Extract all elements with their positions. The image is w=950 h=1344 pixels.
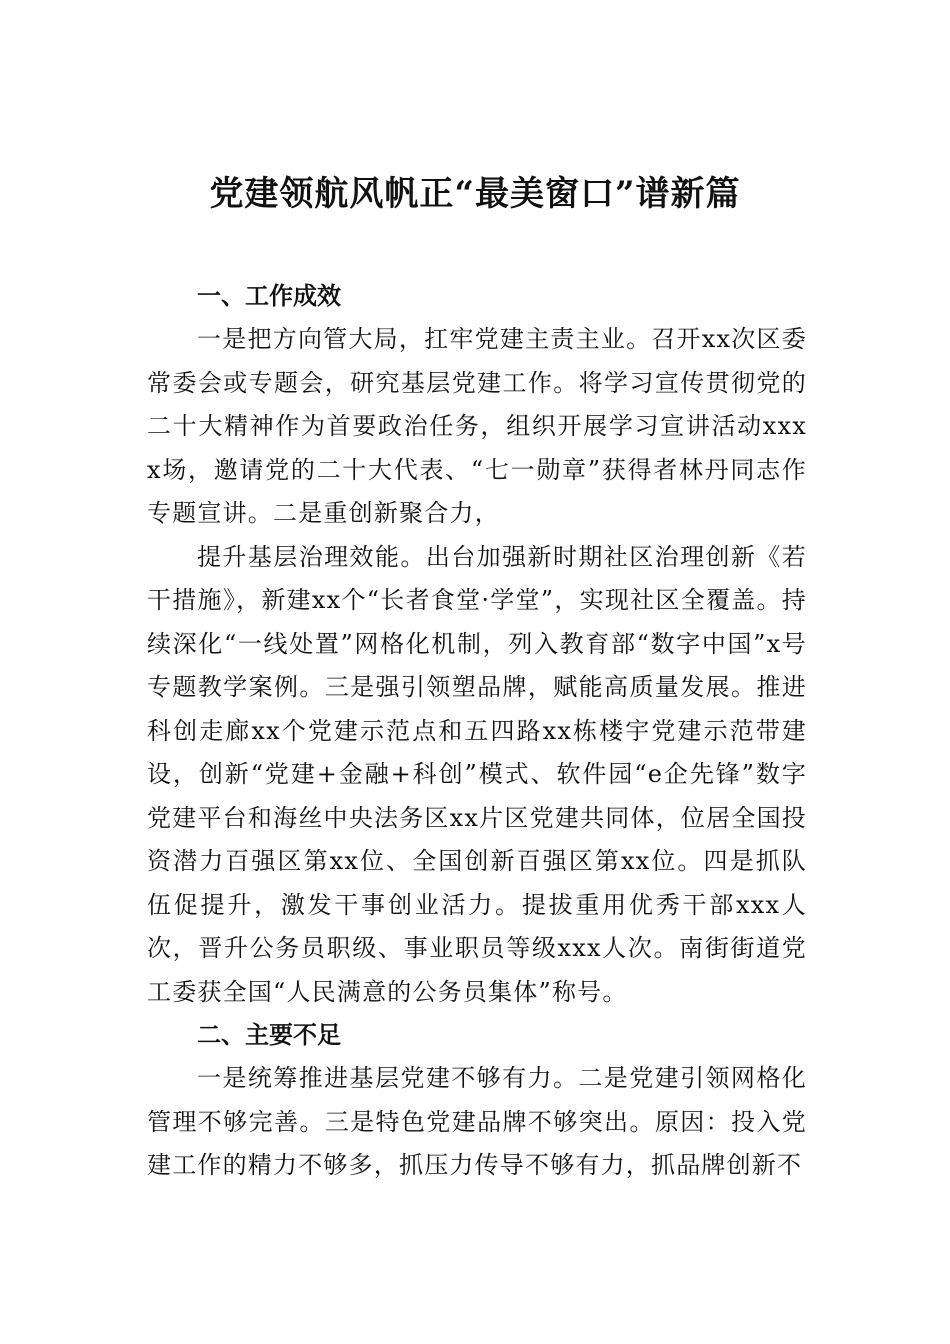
- section-heading-shortcomings: 二、主要不足: [197, 1021, 341, 1049]
- paragraph: 提升基层治理效能。出台加强新时期社区治理创新《若干措施》，新建xx个“长者食堂·学堂”，实现社区全覆盖。持续深化“一线处置”网格化机制，列入教育部“数字中国”x号专题教学案例。三是强引领塑品牌，赋能高质量发展。推进科创走廊xx个党建示范点和五四路xx栋楼宇党建示范带建设，创新“党建+金融+科创”模式、软件园“e企先锋”数字党建平台和海丝中央法务区xx片区党建共同体，位居全国投资潜力百强区第xx位、全国创新百强区第xx位。四是抓队伍促提升，激发干事创业活力。提拔重用优秀干部xxx人次，晋升公务员职级、事业职员等级xxx人次。南街街道党工委获全国“人民满意的公务员集体”称号。: [147, 542, 807, 1006]
- section-heading-achievements: 一、工作成效: [197, 282, 341, 310]
- document-body: [147, 275, 807, 1188]
- paragraph: 一是统筹推进基层党建不够有力。二是党建引领网格化管理不够完善。三是特色党建品牌不够突出。原因：投入党建工作的精力不够多，抓压力传导不够有力，抓品牌创新不: [147, 1064, 807, 1179]
- paragraph: 一是把方向管大局，扛牢党建主责主业。召开xx次区委常委会或专题会，研究基层党建工作。将学习宣传贯彻党的二十大精神作为首要政治任务，组织开展学习宣讲活动xxxx场，邀请党的二十大代表、“七一勋章”获得者林丹同志作专题宣讲。二是重创新聚合力，: [147, 325, 807, 527]
- document-title: 党建领航风帆正“最美窗口”谱新篇: [209, 174, 741, 214]
